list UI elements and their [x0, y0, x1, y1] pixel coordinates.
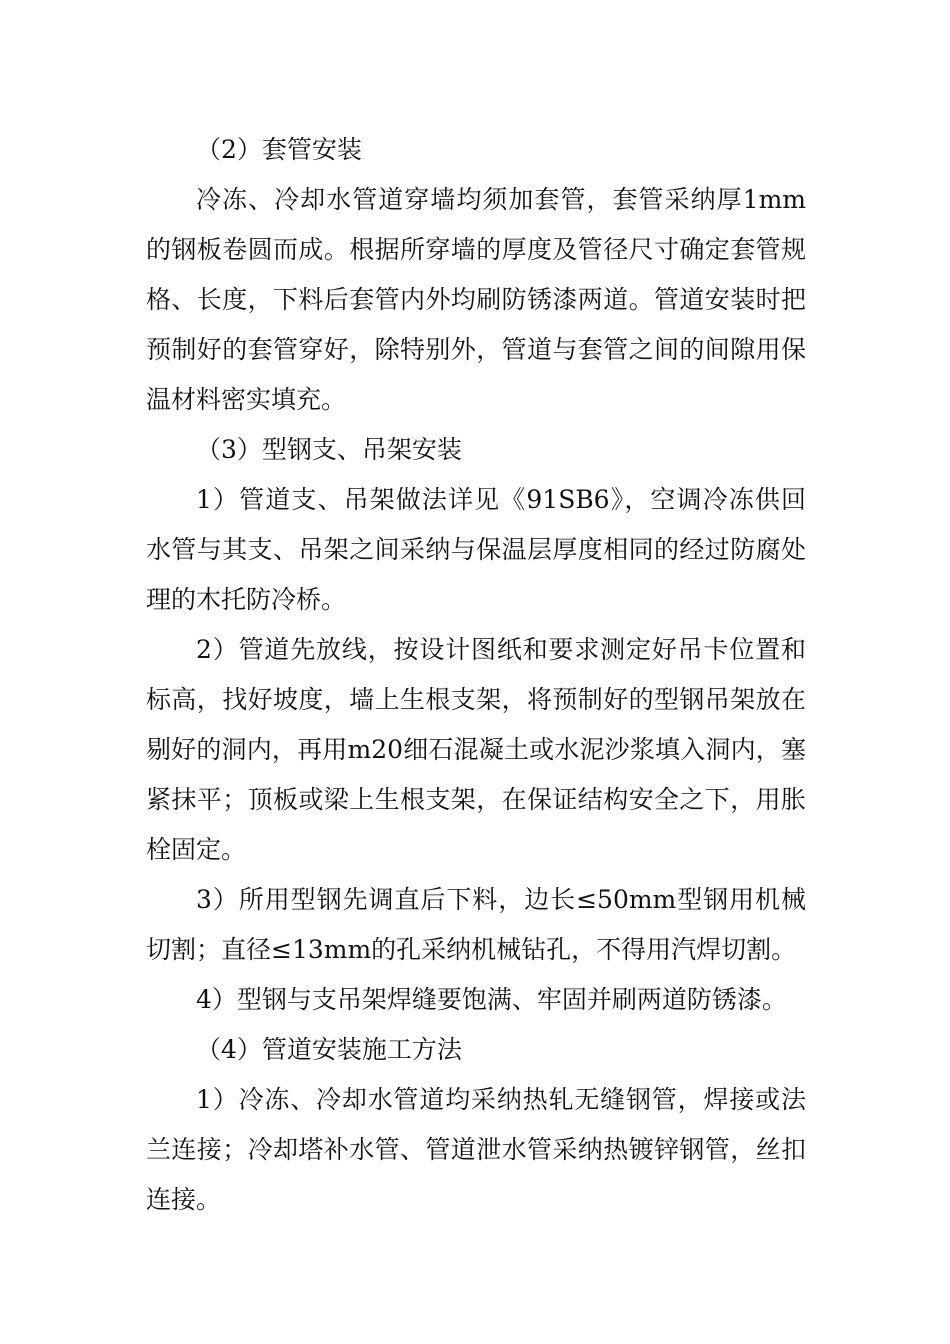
paragraph-support-item-3: 3）所用型钢先调直后下料，边长≤50mm型钢用机械切割；直径≤13mm的孔采纳机械钻孔，不得用汽焊切割。 — [146, 885, 806, 964]
paragraph-casing-description: 冷冻、冷却水管道穿墙均须加套管，套管采纳厚1mm的钢板卷圆而成。根据所穿墙的厚度及管径尺寸确定套管规格、长度，下料后套管内外均刷防锈漆两道。管道安装时把预制好的套管穿好，除特别外，管道与套管之间的间隙用保温材料密实填充。 — [146, 185, 806, 414]
document-body — [146, 125, 806, 1225]
paragraph-support-item-1: 1）管道支、吊架做法详见《91SB6》，空调冷冻供回水管与其支、吊架之间采纳与保温层厚度相同的经过防腐处理的木托防冷桥。 — [146, 485, 806, 614]
paragraph-support-item-2: 2）管道先放线，按设计图纸和要求测定好吊卡位置和标高，找好坡度，墙上生根支架，将预制好的型钢吊架放在剔好的洞内，再用m20细石混凝土或水泥沙浆填入洞内，塞紧抹平；顶板或梁上生根支架，在保证结构安全之下，用胀栓固定。 — [146, 635, 806, 864]
section-heading-steel-support-installation: （3）型钢支、吊架安装 — [196, 435, 462, 464]
section-heading-pipe-installation-method: （4）管道安装施工方法 — [196, 1035, 462, 1064]
paragraph-support-item-4: 4）型钢与支吊架焊缝要饱满、牢固并刷两道防锈漆。 — [196, 985, 787, 1014]
paragraph-pipe-item-1: 1）冷冻、冷却水管道均采纳热轧无缝钢管，焊接或法兰连接；冷却塔补水管、管道泄水管采纳热镀锌钢管，丝扣连接。 — [146, 1085, 806, 1214]
section-heading-casing-installation: （2）套管安装 — [196, 135, 362, 164]
